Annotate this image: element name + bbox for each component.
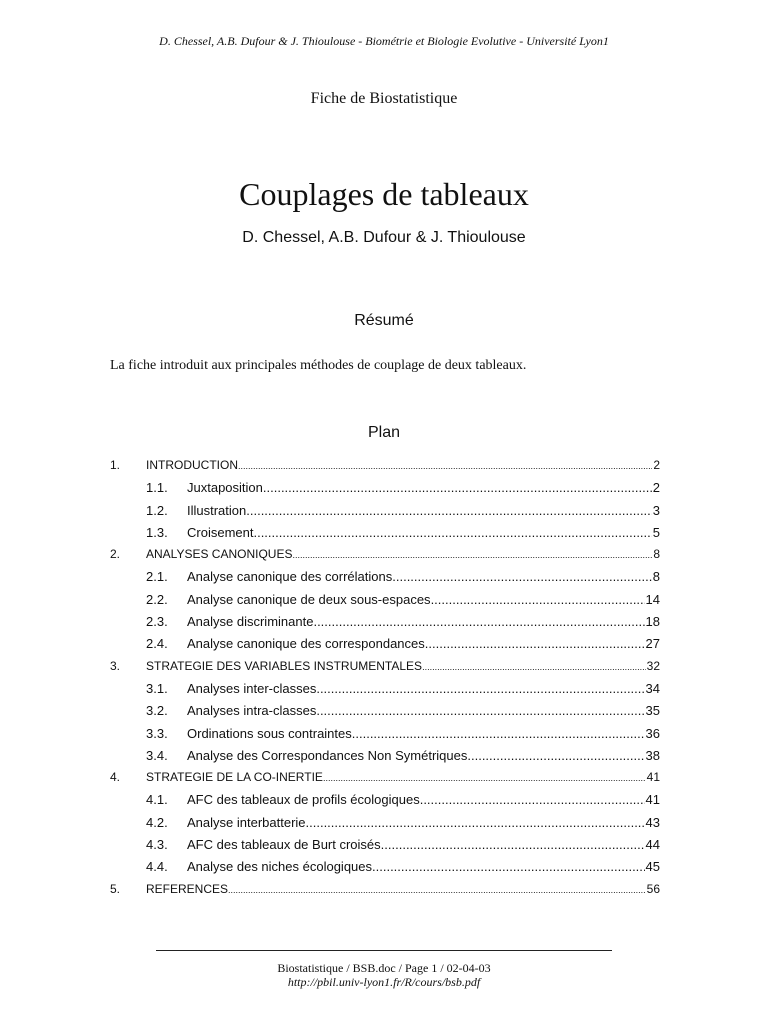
toc-entry-title: Analyse des niches écologiques	[187, 859, 373, 875]
toc-entry[interactable]	[110, 592, 660, 614]
toc-dot-leader	[238, 458, 652, 472]
toc-dot-leader	[372, 859, 645, 874]
footer-url: http://pbil.univ-lyon1.fr/R/cours/bsb.pdf	[287, 975, 481, 989]
toc-entry-page: 27	[645, 636, 660, 652]
toc-entry[interactable]	[110, 815, 660, 837]
toc-dot-leader	[392, 569, 652, 584]
toc-entry-number: 4.3.	[146, 837, 168, 853]
toc-entry-number: 1.	[110, 458, 121, 472]
toc-entry-page: 56	[646, 881, 660, 896]
toc-dot-leader	[246, 503, 652, 518]
toc-entry-title: Analyse canonique des correspondances	[187, 636, 425, 652]
toc-entry-title: Juxtaposition	[187, 480, 263, 496]
toc-entry-title: STRATEGIE DE LA CO-INERTIE	[146, 770, 323, 785]
toc-entry-page: 32	[646, 658, 660, 673]
toc-entry-title: INTRODUCTION	[146, 458, 238, 472]
resume-heading: Résumé	[354, 312, 414, 329]
toc-dot-leader	[313, 614, 644, 629]
toc-entry-title: Analyse canonique de deux sous-espaces	[187, 591, 431, 607]
toc-entry-number: 2.1.	[146, 569, 168, 585]
toc-entry-title: AFC des tableaux de Burt croisés	[187, 837, 381, 853]
toc-entry-number: 2.4.	[146, 636, 168, 652]
toc-entry-number: 1.2.	[146, 502, 168, 518]
footer-page-info: Biostatistique / BSB.doc / Page 1 / 02-04-03	[277, 961, 491, 975]
toc-entry-page: 35	[645, 703, 660, 719]
toc-entry-page: 2	[652, 480, 660, 496]
toc-entry-page: 41	[645, 792, 660, 808]
toc-entry-number: 5.	[110, 881, 121, 896]
toc-entry-page: 44	[645, 837, 660, 853]
toc-entry-title: Analyses intra-classes	[187, 703, 317, 719]
toc-entry-number: 2.3.	[146, 614, 168, 630]
toc-entry-page: 8	[653, 547, 660, 562]
toc-dot-leader	[422, 659, 646, 673]
toc-entry[interactable]	[110, 837, 660, 859]
toc-entry[interactable]	[110, 547, 660, 569]
toc-entry-page: 14	[645, 591, 660, 607]
toc-entry[interactable]	[110, 792, 660, 814]
toc-entry[interactable]	[110, 614, 660, 636]
toc-entry-page: 45	[645, 859, 660, 875]
toc-entry-title: Ordinations sous contraintes	[187, 725, 352, 741]
toc-dot-leader	[323, 770, 646, 784]
toc-entry-title: Analyse interbatterie	[187, 814, 306, 830]
toc-entry-number: 3.2.	[146, 703, 168, 719]
toc-dot-leader	[431, 592, 645, 607]
toc-entry-page: 8	[652, 569, 660, 585]
toc-entry-page: 41	[646, 770, 660, 785]
toc-entry[interactable]	[110, 859, 660, 881]
toc-entry[interactable]	[110, 770, 660, 792]
toc-entry-page: 5	[652, 524, 660, 540]
toc-entry-title: REFERENCES	[146, 881, 229, 896]
toc-entry-title: ANALYSES CANONIQUES	[146, 547, 293, 562]
toc-entry[interactable]	[110, 480, 660, 502]
toc-entry-number: 4.2.	[146, 814, 168, 830]
toc-entry-title: Analyse des Correspondances Non Symétriques	[187, 747, 468, 763]
toc-entry-number: 3.1.	[146, 680, 168, 696]
toc-dot-leader	[306, 815, 645, 830]
toc-entry-page: 38	[645, 747, 660, 763]
toc-entry[interactable]	[110, 748, 660, 770]
toc-entry[interactable]	[110, 681, 660, 703]
toc-entry-page: 18	[645, 614, 660, 630]
toc-dot-leader	[292, 547, 652, 561]
toc-dot-leader	[420, 792, 645, 807]
toc-entry-page: 2	[653, 458, 660, 472]
document-title: Couplages de tableaux	[239, 176, 529, 212]
toc-entry[interactable]	[110, 703, 660, 725]
footer-divider	[156, 950, 612, 951]
toc-entry-page: 3	[652, 502, 660, 518]
toc-dot-leader	[263, 480, 652, 495]
toc-dot-leader	[352, 726, 645, 741]
toc-entry-page: 34	[645, 680, 660, 696]
toc-entry-number: 3.4.	[146, 747, 168, 763]
document-subtitle: Fiche de Biostatistique	[310, 90, 458, 107]
toc-entry-number: 4.4.	[146, 859, 168, 875]
toc-entry-number: 2.	[110, 547, 121, 562]
toc-entry[interactable]	[110, 569, 660, 591]
toc-entry-page: 43	[645, 814, 660, 830]
toc-entry-title: Analyse discriminante	[187, 614, 314, 630]
toc-dot-leader	[316, 703, 644, 718]
toc-dot-leader	[467, 748, 644, 763]
toc-entry-page: 36	[645, 725, 660, 741]
toc-entry[interactable]	[110, 726, 660, 748]
toc-entry[interactable]	[110, 458, 660, 480]
toc-entry-title: Illustration	[187, 502, 247, 518]
toc-entry-number: 1.3.	[146, 524, 168, 540]
toc-dot-leader	[253, 525, 651, 540]
table-of-contents	[110, 458, 660, 904]
toc-dot-leader	[381, 837, 645, 852]
toc-dot-leader	[425, 636, 645, 651]
toc-entry-number: 4.	[110, 770, 121, 785]
toc-entry[interactable]	[110, 525, 660, 547]
toc-entry[interactable]	[110, 882, 660, 904]
toc-entry-title: Analyse canonique des corrélations	[187, 569, 393, 585]
document-authors: D. Chessel, A.B. Dufour & J. Thioulouse	[242, 229, 526, 246]
plan-heading: Plan	[367, 424, 401, 441]
toc-entry-number: 3.	[110, 658, 121, 673]
toc-entry-title: STRATEGIE DES VARIABLES INSTRUMENTALES	[146, 658, 423, 673]
toc-entry-title: AFC des tableaux de profils écologiques	[187, 792, 420, 808]
running-header: D. Chessel, A.B. Dufour & J. Thioulouse - Biométrie et Biologie Evolutive - Université Lyon1	[159, 34, 609, 48]
toc-dot-leader	[228, 882, 646, 896]
toc-entry-number: 2.2.	[146, 591, 168, 607]
toc-entry[interactable]	[110, 503, 660, 525]
toc-entry[interactable]	[110, 659, 660, 681]
toc-entry[interactable]	[110, 636, 660, 658]
toc-dot-leader	[316, 681, 644, 696]
toc-entry-title: Croisement	[187, 524, 254, 540]
toc-entry-number: 4.1.	[146, 792, 168, 808]
toc-entry-number: 1.1.	[146, 480, 168, 496]
toc-entry-number: 3.3.	[146, 725, 168, 741]
toc-entry-title: Analyses inter-classes	[187, 680, 317, 696]
resume-text: La fiche introduit aux principales méthodes de couplage de deux tableaux.	[110, 358, 527, 373]
